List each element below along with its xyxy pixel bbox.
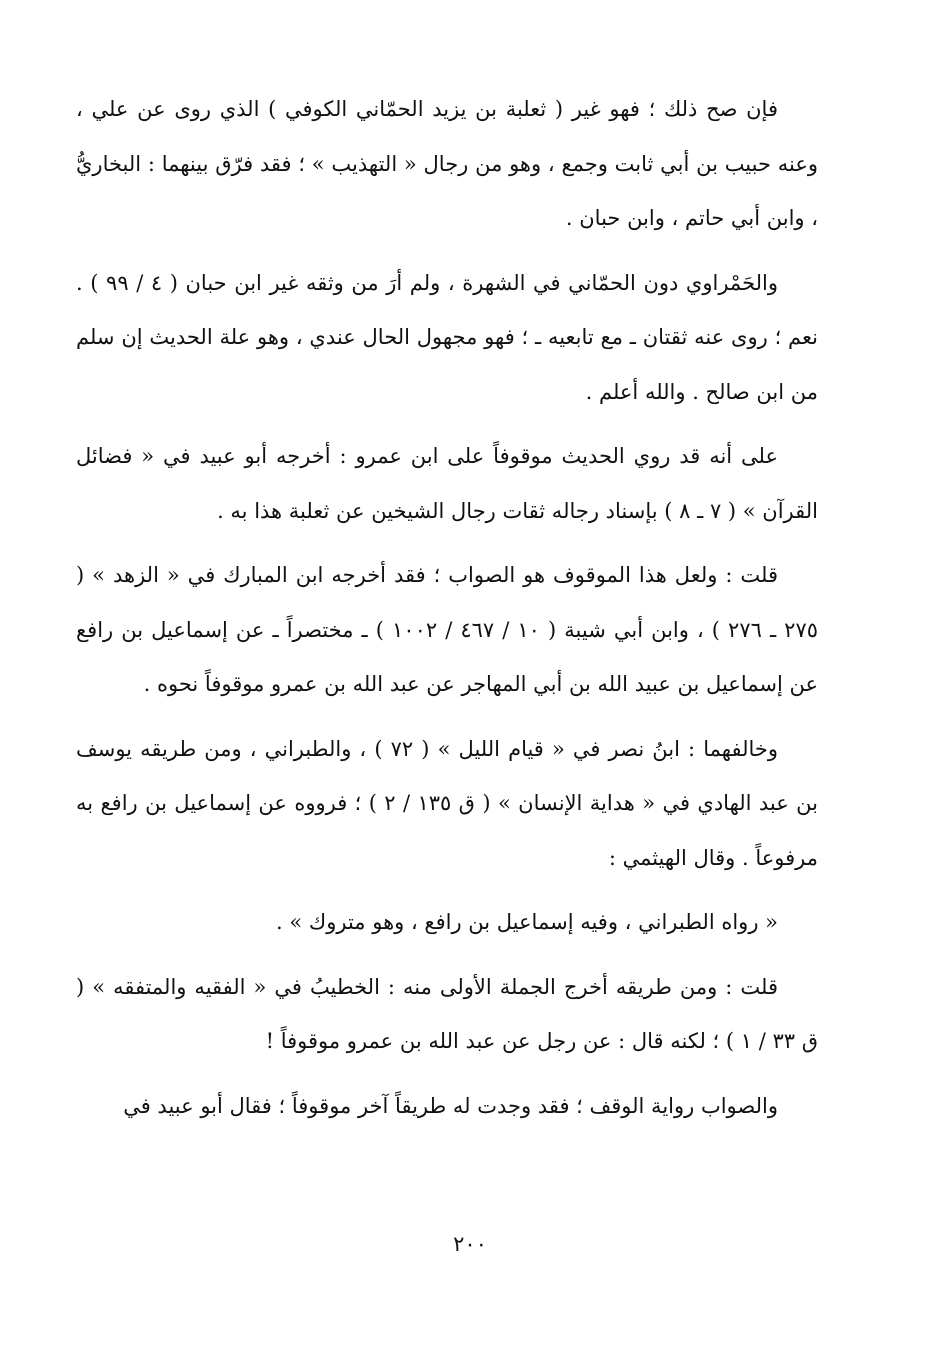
paragraph-3: على أنه قد روي الحديث موقوفاً على ابن عمرو : أخرجه أبو عبيد في « فضائل القرآن » ( ٧ ـ ٨ ) بإسناد رجاله ثقات رجال الشيخين عن ثعلبة هذا به . [76,444,818,523]
paragraph-7: قلت : ومن طريقه أخرج الجملة الأولى منه : الخطيبُ في « الفقيه والمتفقه » ( ق ٣٣ / ١ ) ؛ لكنه قال : عن رجل عن عبد الله بن عمرو موقوفاً ! [76,974,818,1053]
paragraph-8: والصواب رواية الوقف ؛ فقد وجدت له طريقاً آخر موقوفاً ؛ فقال أبو عبيد في [123,1093,778,1118]
paragraph-2: والحَمْراوي دون الحمّاني في الشهرة ، ولم أرَ من وثقه غير ابن حبان ( ٤ / ٩٩ ) . نعم ؛ روى عنه ثقتان ـ مع تابعيه ـ ؛ فهو مجهول الحال عندي ، وهو علة الحديث إن سلم من ابن صالح . والله أعلم . [76,270,818,404]
quotation-paragraph: « رواه الطبراني ، وفيه إسماعيل بن رافع ، وهو متروك » . [276,910,778,934]
page-body [76,82,818,1143]
paragraph-4: قلت : ولعل هذا الموقوف هو الصواب ؛ فقد أخرجه ابن المبارك في « الزهد » ( ٢٧٥ ـ ٢٧٦ ) ، وابن أبي شيبة ( ١٠ / ٤٦٧ / ١٠٠٢ ) ـ مختصراً ـ عن إسماعيل بن رافع عن إسماعيل بن عبيد الله بن أبي المهاجر عن عبد الله بن عمرو موقوفاً نحوه . [76,563,819,696]
page-number: ٢٠٠ [453,1232,487,1256]
paragraph-1: فإن صح ذلك ؛ فهو غير ( ثعلبة بن يزيد الحمّاني الكوفي ) الذي روى عن علي ، وعنه حبيب بن أبي ثابت وجمع ، وهو من رجال « التهذيب » ؛ فقد فرّق بينهما : البخاريُّ ، وابن أبي حاتم ، وابن حبان . [76,97,818,230]
paragraph-5: وخالفهما : ابنُ نصر في « قيام الليل » ( ٧٢ ) ، والطبراني ، ومن طريقه يوسف بن عبد الهادي في « هداية الإنسان » ( ق ١٣٥ / ٢ ) ؛ فرووه عن إسماعيل بن رافع به مرفوعاً . وقال الهيثمي : [76,736,818,870]
